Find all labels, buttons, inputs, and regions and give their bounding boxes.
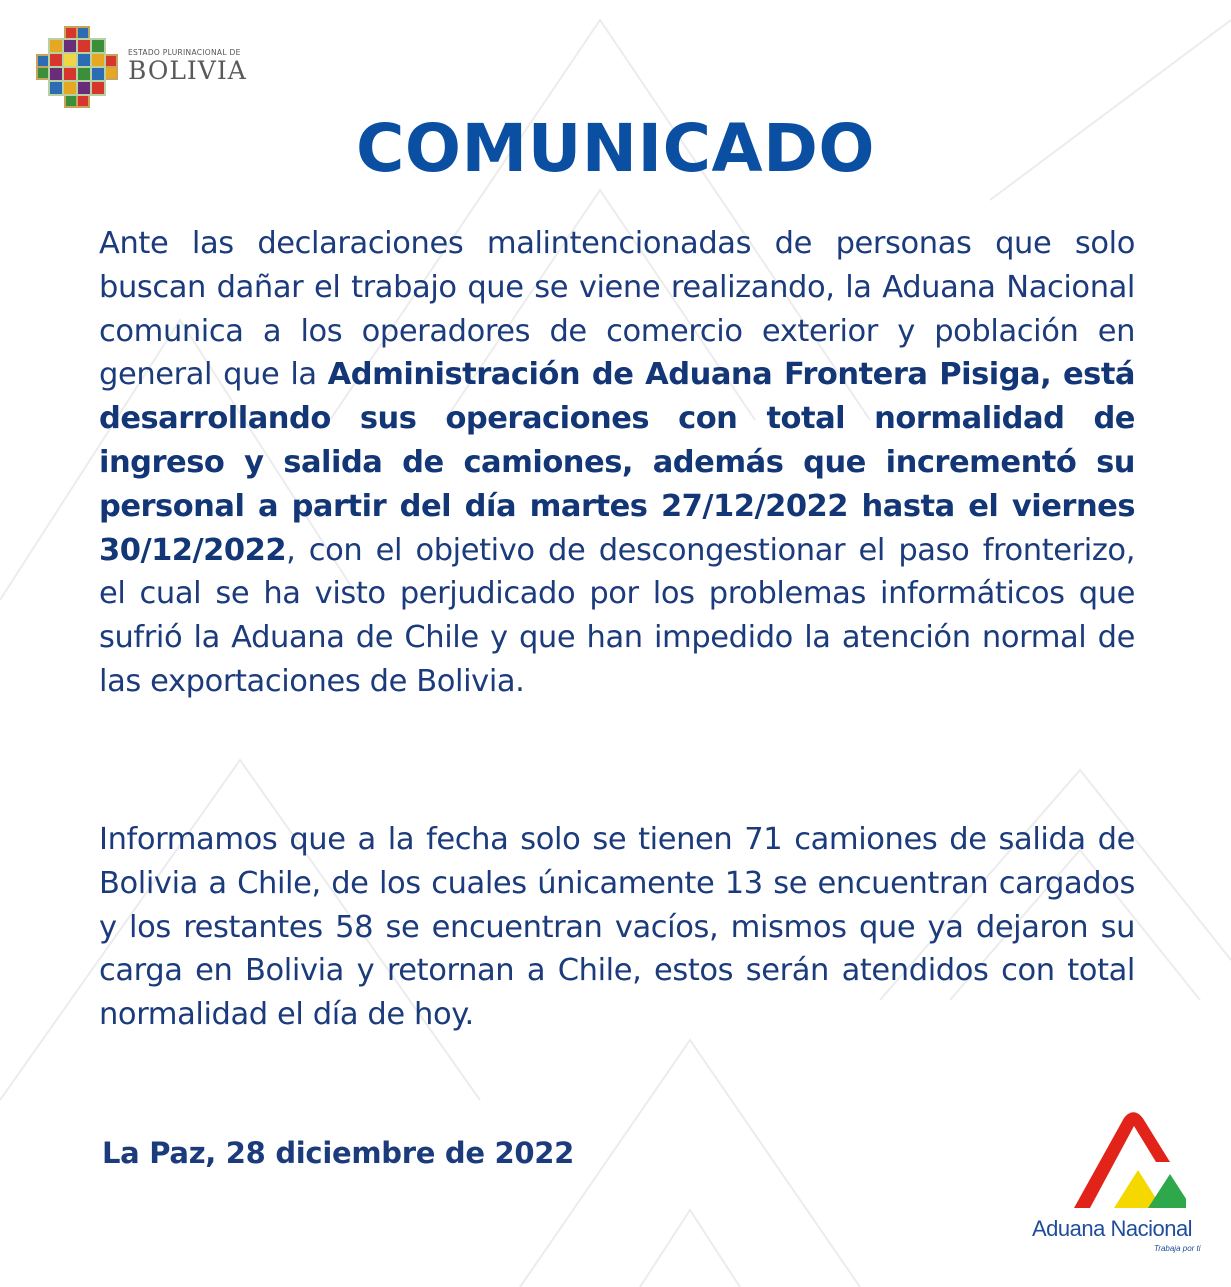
gov-small-text: ESTADO PLURINACIONAL DE — [128, 48, 241, 57]
bolivia-government-logo — [36, 26, 251, 110]
paragraph-1 — [99, 222, 1135, 704]
paragraph-1-intro: Ante las declaraciones malintencionadas de personas que solo buscan dañar el trabajo que se viene realizando, la Aduana Nacional comunica a los operadores de comercio exterior y población en general que la — [99, 226, 1135, 393]
paragraph-1-rest: , con el objetivo de descongestionar el paso fronterizo, el cual se ha visto perjudicado por los problemas informáticos que sufrió la Aduana de Chile y que han impedido la atención normal de las exportaciones de Bolivia. — [99, 532, 1135, 699]
chakana-mosaic-icon — [36, 26, 118, 108]
paragraph-2: Informamos que a la fecha solo se tienen 71 camiones de salida de Bolivia a Chile, de los cuales únicamente 13 se encuentran cargados y los restantes 58 se encuentran vacíos, mismos que ya dejaron su carga en Bolivia y retornan a Chile, estos serán atendidos con total normalidad el día de hoy. — [99, 822, 1135, 1033]
aduana-mountain-icon — [1066, 1112, 1186, 1212]
gov-name: BOLIVIA — [128, 56, 247, 85]
paragraph-1-bold: Administración de Aduana Frontera Pisiga, está desarrollando sus operaciones con total normalidad de ingreso y salida de camiones, además que incrementó su personal a partir del día martes 27/12/2022 hasta el viernes 30/12/2022 — [99, 357, 1135, 568]
aduana-name: Aduana Nacional — [1032, 1216, 1193, 1241]
page-title: COMUNICADO — [355, 110, 875, 187]
aduana-tagline: Trabaja por ti — [1154, 1244, 1201, 1253]
aduana-nacional-logo — [1030, 1112, 1220, 1262]
dateline: La Paz, 28 diciembre de 2022 — [102, 1136, 575, 1170]
